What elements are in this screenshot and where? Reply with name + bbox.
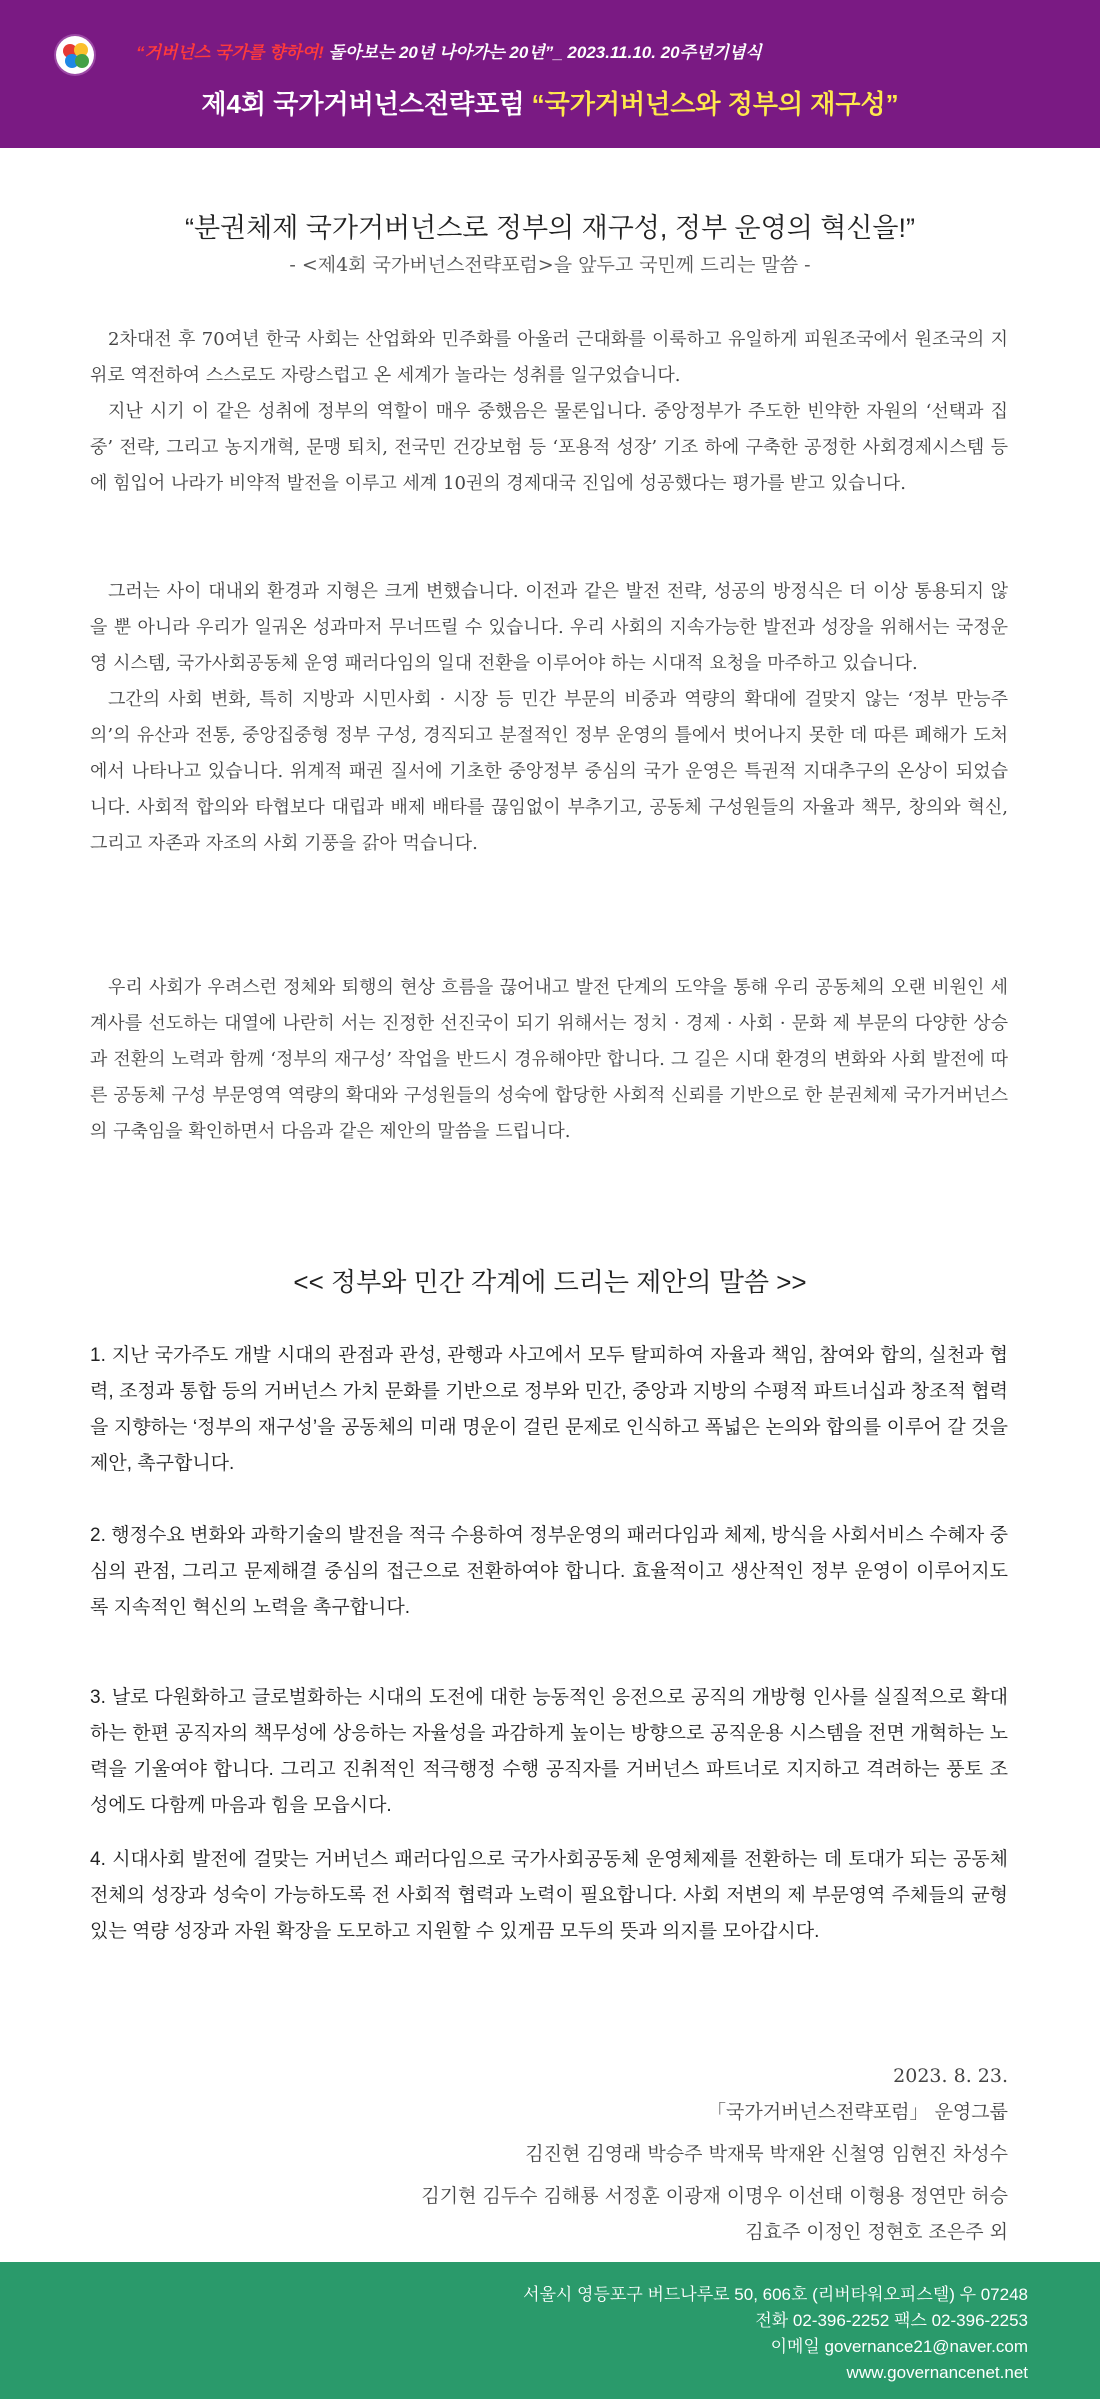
banner-title-yellow: “국가거버넌스와 정부의 재구성” [531, 89, 899, 119]
banner-title [0, 84, 1100, 121]
page-subtitle: - <제4회 국가버넌스전략포럼>을 앞두고 국민께 드리는 말씀 - [289, 254, 811, 276]
forum-logo-icon [56, 36, 94, 74]
signature-date: 2023. 8. 23. [893, 2065, 1008, 2087]
paragraph: 2차대전 후 70여년 한국 사회는 산업화와 민주화를 아울러 근대화를 이룩하고 유일하게 피원조국에서 원조국의 지위로 역전하여 스스로도 자랑스럽고 온 세계가 놀라는 성취를 일구었습니다. [90, 329, 1008, 386]
banner-tagline [136, 38, 762, 63]
footer-address: 서울시 영등포구 버드나루로 50, 606호 (리버타워오피스텔) 우 07248 [523, 2285, 1028, 2304]
intro-section-3 [90, 970, 1008, 1150]
footer-website[interactable]: www.governancenet.net [846, 2363, 1028, 2382]
proposal-item-3: 3. 날로 다원화하고 글로벌화하는 시대의 도전에 대한 능동적인 응전으로 공직의 개방형 인사를 실질적으로 확대하는 한편 공직자의 책무성에 상응하는 자율성을 과감하게 높이는 방향으로 공직운용 시스템을 전면 개혁하는 노력을 기울여야 합니다. 그리고 진취적인 적극행정 수행 공직자를 거버넌스 파트너로 지지하고 격려하는 풍토 조성에도 다함께 마음과 힘을 모읍시다. [90, 1687, 1008, 1816]
signature-block [421, 2058, 1008, 2250]
footer-phone: 전화 02-396-2252 팩스 02-396-2253 [755, 2311, 1028, 2330]
paragraph: 우리 사회가 우려스런 정체와 퇴행의 현상 흐름을 끊어내고 발전 단계의 도약을 통해 우리 공동체의 오랜 비원인 세계사를 선도하는 대열에 나란히 서는 진정한 선진국이 되기 위해서는 정치 · 경제 · 사회 · 문화 제 부문의 다양한 상승과 전환의 노력과 함께 ‘정부의 재구성’ 작업을 반드시 경유해야만 합니다. 그 길은 시대 환경의 변화와 사회 발전에 따른 공동체 구성 부문영역 역량의 확대와 구성원들의 성숙에 합당한 사회적 신뢰를 기반으로 한 분권체제 국가거버넌스의 구축임을 확인하면서 다음과 같은 제안의 말씀을 드립니다. [90, 977, 1008, 1142]
proposal-item-1: 1. 지난 국가주도 개발 시대의 관점과 관성, 관행과 사고에서 모두 탈피하여 자율과 책임, 참여와 합의, 실천과 협력, 조정과 통합 등의 거버넌스 가치 문화를 기반으로 정부와 민간, 중앙과 지방의 수평적 파트너십과 창조적 협력을 지향하는 ‘정부의 재구성’을 공동체의 미래 명운이 걸린 문제로 인식하고 폭넓은 논의와 합의를 이루어 갈 것을 제안, 촉구합니다. [90, 1345, 1008, 1474]
proposal-heading: << 정부와 민간 각계에 드리는 제안의 말씀 >> [293, 1267, 807, 1297]
intro-section-2 [90, 574, 1008, 862]
header-banner [0, 0, 1100, 148]
intro-section-1 [90, 322, 1008, 502]
tagline-white: 돌아보는 20년 나아가는 20년”_ 2023.11.10. 20주년기념식 [323, 43, 762, 62]
footer [0, 2262, 1100, 2399]
signature-names: 김기현 김두수 김해룡 서정훈 이광재 이명우 이선태 이형용 정연만 허승 [421, 2185, 1008, 2207]
proposal-item-4: 4. 시대사회 발전에 걸맞는 거버넌스 패러다임으로 국가사회공동체 운영체제를 전환하는 데 토대가 되는 공동체 전체의 성장과 성숙이 가능하도록 전 사회적 협력과 노력이 필요합니다. 사회 저변의 제 부문영역 주체들의 균형 있는 역량 성장과 자원 확장을 도모하고 지원할 수 있게끔 모두의 뜻과 의지를 모아갑시다. [90, 1849, 1008, 1942]
tagline-red: “거버넌스 국가를 향하여! [136, 43, 324, 62]
footer-contact [523, 2282, 1028, 2386]
paragraph: 그간의 사회 변화, 특히 지방과 시민사회 · 시장 등 민간 부문의 비중과 역량의 확대에 걸맞지 않는 ‘정부 만능주의’의 유산과 전통, 중앙집중형 정부 구성, 경직되고 분절적인 정부 운영의 틀에서 벗어나지 못한 데 따른 폐해가 도처에서 나타나고 있습니다. 위계적 패권 질서에 기초한 중앙정부 중심의 국가 운영은 특권적 지대추구의 온상이 되었습니다. 사회적 합의와 타협보다 대립과 배제 배타를 끊임없이 부추기고, 공동체 구성원들의 자율과 책무, 창의와 혁신, 그리고 자존과 자조의 사회 기풍을 갉아 먹습니다. [90, 689, 1008, 854]
footer-email[interactable]: 이메일 governance21@naver.com [770, 2337, 1028, 2356]
proposal-item-2: 2. 행정수요 변화와 과학기술의 발전을 적극 수용하여 정부운영의 패러다임과 체제, 방식을 사회서비스 수혜자 중심의 관점, 그리고 문제해결 중심의 접근으로 전환하여야 합니다. 효율적이고 생산적인 정부 운영이 이루어지도록 지속적인 혁신의 노력을 촉구합니다. [90, 1525, 1008, 1618]
paragraph: 지난 시기 이 같은 성취에 정부의 역할이 매우 중했음은 물론입니다. 중앙정부가 주도한 빈약한 자원의 ‘선택과 집중’ 전략, 그리고 농지개혁, 문맹 퇴치, 전국민 건강보험 등 ‘포용적 성장’ 기조 하에 구축한 공정한 사회경제시스템 등에 힘입어 나라가 비약적 발전을 이루고 세계 10권의 경제대국 진입에 성공했다는 평가를 받고 있습니다. [90, 401, 1008, 494]
banner-title-white: 제4회 국가거버넌스전략포럼 [201, 89, 532, 119]
signature-names: 김진현 김영래 박승주 박재묵 박재완 신철영 임현진 차성수 [525, 2143, 1008, 2165]
paragraph: 그러는 사이 대내외 환경과 지형은 크게 변했습니다. 이전과 같은 발전 전략, 성공의 방정식은 더 이상 통용되지 않을 뿐 아니라 우리가 일궈온 성과마저 무너뜨릴 수 있습니다. 우리 사회의 지속가능한 발전과 성장을 위해서는 국정운영 시스템, 국가사회공동체 운영 패러다임의 일대 전환을 이루어야 하는 시대적 요청을 마주하고 있습니다. [90, 581, 1008, 674]
page-title: “분권체제 국가거버넌스로 정부의 재구성, 정부 운영의 혁신을!” [184, 213, 916, 243]
signature-names: 김효주 이정인 정현호 조은주 외 [745, 2221, 1008, 2243]
signature-org: 「국가거버넌스전략포럼」 운영그룹 [707, 2101, 1008, 2123]
